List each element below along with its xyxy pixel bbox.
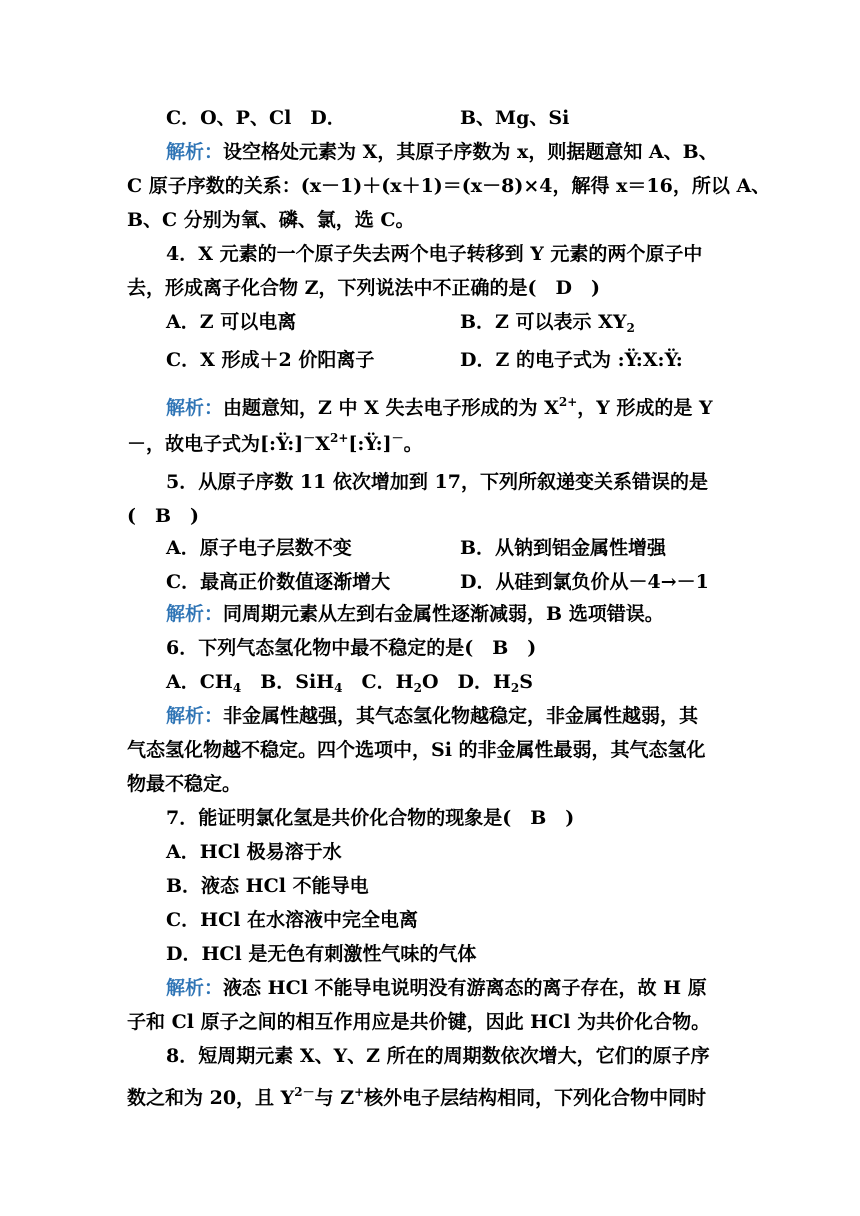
- q5-option-d: D．从硅到氯负价从－4→－1: [460, 571, 709, 593]
- q3-option-d-value: B、Mg、Si: [460, 107, 570, 129]
- q8-stem-line2: 数之和为 20，且 $Y^{2-}$与 Z+核外电子层结构相同，下列化合物中同时: [127, 1085, 707, 1109]
- q4-option-b: B．Z 可以表示 $XY_2$: [460, 311, 635, 335]
- q4-stem-line1: 4．X 元素的一个原子失去两个电子转移到 Y 元素的两个原子中: [166, 243, 703, 265]
- explain-label: 解析：: [166, 397, 224, 419]
- q5-option-c: C．最高正价数值逐渐增大: [166, 571, 391, 593]
- explain-label: 解析：: [166, 141, 224, 163]
- q6-options: A．$CH_4$ B．SiH$_4$ C．$H_2O$ D．$H_2S$: [166, 671, 534, 695]
- q6-explain-line3: 物最不稳定。: [127, 773, 242, 795]
- q3-explain-line2: C 原子序数的关系：(x－1)＋(x＋1)＝(x－8)×4，解得 x＝16，所以 A、: [127, 175, 771, 197]
- q4-options-ab: [166, 308, 776, 336]
- q5-stem-line2: ( B ): [127, 505, 200, 527]
- q5-option-b: B．从钠到铝金属性增强: [460, 537, 667, 559]
- q4-option-a: A．Z 可以电离: [166, 311, 297, 333]
- q5-options-cd: [166, 568, 776, 596]
- q5-option-a: A．原子电子层数不变: [166, 537, 352, 559]
- q4-option-d: D．Z 的电子式为 :Ÿ:X:Ÿ:: [460, 349, 683, 371]
- q6-explain-line1: 解析：非金属性越强，其气态氢化物越稳定，非金属性越弱，其: [166, 705, 699, 727]
- explain-label: 解析：: [166, 705, 224, 727]
- q5-explain-line1: 解析：同周期元素从左到右金属性逐渐减弱，B 选项错误。: [166, 603, 664, 625]
- q4-explain-line2: －，故电子式为$[:Ÿ:]^-X^{2+}[:Ÿ:]^-$。: [127, 431, 423, 455]
- q7-option-c: C．HCl 在水溶液中完全电离: [166, 909, 419, 931]
- explain-label: 解析：: [166, 977, 224, 999]
- q3-explain-line1: 解析：设空格处元素为 X，其原子序数为 x，则据题意知 A、B、: [166, 141, 718, 163]
- q4-stem-line2: 去，形成离子化合物 Z，下列说法中不正确的是( D ): [127, 277, 600, 299]
- q6-stem: 6．下列气态氢化物中最不稳定的是( B ): [166, 637, 537, 659]
- q7-stem: 7．能证明氯化氢是共价化合物的现象是( B ): [166, 807, 575, 829]
- q7-option-d: D．HCl 是无色有刺激性气味的气体: [166, 943, 477, 965]
- q3-explain-line3: B、C 分别为氧、磷、氯，选 C。: [127, 209, 415, 231]
- q5-stem-line1: 5．从原子序数 11 依次增加到 17，下列所叙递变关系错误的是: [166, 471, 708, 493]
- q3-options-cd: [166, 104, 776, 132]
- q8-stem-line1: 8．短周期元素 X、Y、Z 所在的周期数依次增大，它们的原子序: [166, 1045, 710, 1067]
- q7-option-a: A．HCl 极易溶于水: [166, 841, 342, 863]
- q3-option-c-d: C．O、P、Cl D．: [166, 107, 346, 129]
- q5-options-ab: [166, 534, 776, 562]
- q7-explain-line2: 子和 Cl 原子之间的相互作用应是共价键，因此 HCl 为共价化合物。: [127, 1011, 711, 1033]
- explain-label: 解析：: [166, 603, 224, 625]
- q4-explain-line1: 解析：由题意知，Z 中 X 失去电子形成的为 $X^{2+}$，Y 形成的是 Y: [166, 395, 713, 419]
- q4-options-cd: [166, 346, 776, 374]
- q4-option-c: C．X 形成＋2 价阳离子: [166, 349, 375, 371]
- q7-explain-line1: 解析：液态 HCl 不能导电说明没有游离态的离子存在，故 H 原: [166, 977, 707, 999]
- q7-option-b: B．液态 HCl 不能导电: [166, 875, 369, 897]
- q6-explain-line2: 气态氢化物越不稳定。四个选项中，Si 的非金属性最弱，其气态氢化: [127, 739, 706, 761]
